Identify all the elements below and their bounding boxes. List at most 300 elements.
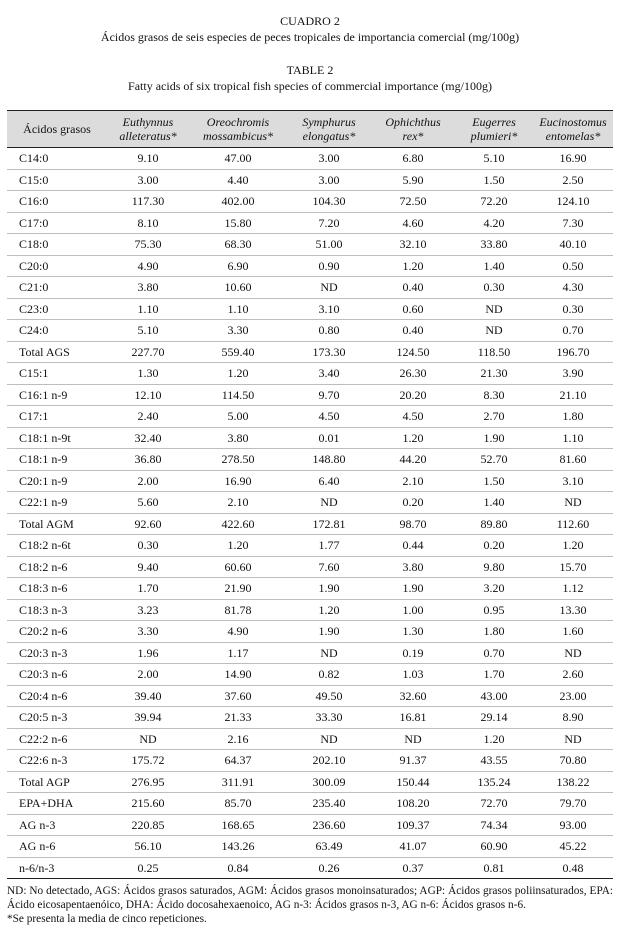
table-cell: 72.70 [455, 793, 533, 815]
row-label: Total AGM [7, 513, 107, 535]
table-cell: 72.20 [455, 191, 533, 213]
table-cell: 3.80 [189, 427, 287, 449]
table-cell: 6.40 [287, 470, 371, 492]
table-cell: 422.60 [189, 513, 287, 535]
table-cell: 172.81 [287, 513, 371, 535]
table-cell: ND [371, 728, 455, 750]
table-cell: ND [107, 728, 189, 750]
table-row [7, 277, 613, 299]
table-cell: 7.60 [287, 556, 371, 578]
table-cell: ND [455, 298, 533, 320]
row-label: n-6/n-3 [7, 857, 107, 879]
table-cell: 4.90 [107, 255, 189, 277]
row-label: C20:1 n-9 [7, 470, 107, 492]
table-cell: 3.00 [107, 169, 189, 191]
table-cell: 9.10 [107, 148, 189, 170]
row-label: C18:3 n-3 [7, 599, 107, 621]
table-cell: 402.00 [189, 191, 287, 213]
table-cell: 4.20 [455, 212, 533, 234]
table-cell: 6.90 [189, 255, 287, 277]
column-header-species [371, 111, 455, 148]
table-cell: 1.90 [287, 621, 371, 643]
table-cell: 4.60 [371, 212, 455, 234]
table-cell: 175.72 [107, 750, 189, 772]
table-row [7, 148, 613, 170]
table-row [7, 169, 613, 191]
table-cell: ND [287, 728, 371, 750]
table-cell: 1.20 [189, 535, 287, 557]
table-cell: 0.90 [287, 255, 371, 277]
column-header-species [455, 111, 533, 148]
table-cell: 220.85 [107, 814, 189, 836]
table-row [7, 707, 613, 729]
column-header-line: rex* [402, 129, 424, 143]
table-row [7, 384, 613, 406]
table-cell: 81.60 [533, 449, 613, 471]
table-cell: 60.90 [455, 836, 533, 858]
table-cell: 1.40 [455, 255, 533, 277]
table-cell: 23.00 [533, 685, 613, 707]
table-cell: 0.82 [287, 664, 371, 686]
table-label: TABLE 2 [286, 63, 334, 77]
table-cell: 33.30 [287, 707, 371, 729]
table-row [7, 298, 613, 320]
table-cell: 117.30 [107, 191, 189, 213]
table-cell: 15.80 [189, 212, 287, 234]
table-cell: 1.20 [371, 255, 455, 277]
table-cell: 135.24 [455, 771, 533, 793]
table-cell: 3.23 [107, 599, 189, 621]
table-cell: 3.10 [533, 470, 613, 492]
table-row [7, 814, 613, 836]
table-cell: 3.80 [371, 556, 455, 578]
row-label: Total AGS [7, 341, 107, 363]
table-cell: 2.60 [533, 664, 613, 686]
row-label: C16:0 [7, 191, 107, 213]
table-cell: 1.90 [371, 578, 455, 600]
table-cell: 0.30 [107, 535, 189, 557]
table-cell: 41.07 [371, 836, 455, 858]
table-cell: 79.70 [533, 793, 613, 815]
column-header-line: alleteratus* [119, 129, 177, 143]
table-cell: 278.50 [189, 449, 287, 471]
table-cell: 20.20 [371, 384, 455, 406]
table-cell: 5.00 [189, 406, 287, 428]
table-cell: 26.30 [371, 363, 455, 385]
table-cell: 1.17 [189, 642, 287, 664]
table-row [7, 685, 613, 707]
table-cell: 81.78 [189, 599, 287, 621]
row-label: C22:1 n-9 [7, 492, 107, 514]
table-cell: 2.00 [107, 664, 189, 686]
row-label: C18:2 n-6 [7, 556, 107, 578]
table-cell: 2.70 [455, 406, 533, 428]
column-header-species [533, 111, 613, 148]
table-cell: 0.48 [533, 857, 613, 879]
table-cell: 2.00 [107, 470, 189, 492]
table-cell: 2.40 [107, 406, 189, 428]
table-cell: 1.60 [533, 621, 613, 643]
row-label: C20:5 n-3 [7, 707, 107, 729]
column-header-line: Symphurus [302, 115, 356, 129]
table-row [7, 449, 613, 471]
table-cell: 16.90 [533, 148, 613, 170]
column-header-line: Ácidos grasos [23, 122, 91, 136]
table-cell: 52.70 [455, 449, 533, 471]
table-notes [7, 884, 613, 926]
table-cell: 104.30 [287, 191, 371, 213]
row-label: C18:1 n-9 [7, 449, 107, 471]
row-label: C22:2 n-6 [7, 728, 107, 750]
table-cell: 56.10 [107, 836, 189, 858]
table-cell: 0.20 [371, 492, 455, 514]
table-cell: 2.16 [189, 728, 287, 750]
table-cell: 75.30 [107, 234, 189, 256]
table-cell: ND [287, 492, 371, 514]
row-label: Total AGP [7, 771, 107, 793]
table-row [7, 470, 613, 492]
table-cell: 6.80 [371, 148, 455, 170]
table-cell: 235.40 [287, 793, 371, 815]
table-cell: 559.40 [189, 341, 287, 363]
table-cell: 64.37 [189, 750, 287, 772]
table-cell: 1.00 [371, 599, 455, 621]
table-cell: 16.90 [189, 470, 287, 492]
row-label: C23:0 [7, 298, 107, 320]
table-cell: 9.40 [107, 556, 189, 578]
table-cell: ND [533, 642, 613, 664]
row-label: C15:0 [7, 169, 107, 191]
table-cell: ND [533, 492, 613, 514]
table-cell: 29.14 [455, 707, 533, 729]
table-cell: 51.00 [287, 234, 371, 256]
table-cell: 21.10 [533, 384, 613, 406]
table-cell: 138.22 [533, 771, 613, 793]
table-cell: 3.90 [533, 363, 613, 385]
table-row [7, 255, 613, 277]
table-cell: 39.40 [107, 685, 189, 707]
table-cell: 2.10 [189, 492, 287, 514]
table-cell: 14.90 [189, 664, 287, 686]
table-cell: 3.20 [455, 578, 533, 600]
table-cell: 43.00 [455, 685, 533, 707]
table-cell: 0.01 [287, 427, 371, 449]
table-row [7, 234, 613, 256]
table-cell: 60.60 [189, 556, 287, 578]
column-header-species [287, 111, 371, 148]
table-cell: 1.90 [287, 578, 371, 600]
table-cell: 0.40 [371, 277, 455, 299]
column-header-line: elongatus* [302, 129, 356, 143]
table-cell: 1.70 [455, 664, 533, 686]
column-header-line: Euthynnus [122, 115, 174, 129]
table-cell: ND [287, 277, 371, 299]
table-cell: 3.80 [107, 277, 189, 299]
column-header-line: Ophichthus [385, 115, 441, 129]
table-row [7, 212, 613, 234]
table-cell: 215.60 [107, 793, 189, 815]
row-label: EPA+DHA [7, 793, 107, 815]
table-cell: 49.50 [287, 685, 371, 707]
row-label: C14:0 [7, 148, 107, 170]
table-cell: 0.40 [371, 320, 455, 342]
table-cell: 63.49 [287, 836, 371, 858]
column-header-line: Eugerres [472, 115, 516, 129]
table-cell: 0.81 [455, 857, 533, 879]
table-cell: 4.30 [533, 277, 613, 299]
table-cell: 1.10 [107, 298, 189, 320]
table-cell: 0.25 [107, 857, 189, 879]
table-cell: 1.20 [189, 363, 287, 385]
table-cell: 44.20 [371, 449, 455, 471]
row-label: C18:1 n-9t [7, 427, 107, 449]
table-row [7, 427, 613, 449]
table-cell: 112.60 [533, 513, 613, 535]
table-cell: 1.80 [533, 406, 613, 428]
table-row [7, 535, 613, 557]
table-cell: 1.50 [455, 470, 533, 492]
table-cell: 0.60 [371, 298, 455, 320]
table-row [7, 363, 613, 385]
table-cell: 0.70 [455, 642, 533, 664]
table-cell: 114.50 [189, 384, 287, 406]
column-header-fatty-acid [7, 111, 107, 148]
table-cell: 124.50 [371, 341, 455, 363]
table-cell: 0.44 [371, 535, 455, 557]
table-row [7, 578, 613, 600]
table-cell: 150.44 [371, 771, 455, 793]
table-row [7, 750, 613, 772]
table-row [7, 642, 613, 664]
table-cell: 5.90 [371, 169, 455, 191]
cuadro-title: Ácidos grasos de seis especies de peces tropicales de importancia comercial (mg/100g) [100, 30, 520, 44]
table-cell: 0.19 [371, 642, 455, 664]
table-cell: 300.09 [287, 771, 371, 793]
abbreviations-note: ND: No detectado, AGS: Ácidos grasos saturados, AGM: Ácidos grasos monoinsaturados; AGP: Ácidos grasos poliinsaturados, EPA: Ácido eicosapentaenóico, DHA: Ácido docosahexaenoico, AG n-3: Ácidos grasos n-3, AG n-6: Ácidos grasos n-6. [7, 885, 613, 911]
table-cell: 0.95 [455, 599, 533, 621]
row-label: C20:3 n-3 [7, 642, 107, 664]
table-cell: 47.00 [189, 148, 287, 170]
table-cell: 1.77 [287, 535, 371, 557]
table-cell: 4.50 [287, 406, 371, 428]
table-cell: 1.12 [533, 578, 613, 600]
row-label: C20:2 n-6 [7, 621, 107, 643]
table-cell: 1.70 [107, 578, 189, 600]
table-row [7, 664, 613, 686]
table-cell: 89.80 [455, 513, 533, 535]
table-cell: 93.00 [533, 814, 613, 836]
table-cell: 32.60 [371, 685, 455, 707]
table-cell: 227.70 [107, 341, 189, 363]
table-row [7, 857, 613, 879]
table-cell: 40.10 [533, 234, 613, 256]
table-cell: 16.81 [371, 707, 455, 729]
table-cell: 2.50 [533, 169, 613, 191]
table-cell: 1.20 [371, 427, 455, 449]
column-header-line: Oreochromis [206, 115, 270, 129]
table-cell: 37.60 [189, 685, 287, 707]
table-cell: 68.30 [189, 234, 287, 256]
table-cell: 173.30 [287, 341, 371, 363]
column-header-species [189, 111, 287, 148]
table-cell: 43.55 [455, 750, 533, 772]
table-cell: 4.40 [189, 169, 287, 191]
table-header-row [7, 111, 613, 148]
table-cell: 33.80 [455, 234, 533, 256]
row-label: C18:3 n-6 [7, 578, 107, 600]
row-label: C22:6 n-3 [7, 750, 107, 772]
table-row [7, 320, 613, 342]
table-row [7, 728, 613, 750]
table-cell: 0.30 [455, 277, 533, 299]
table-cell: 109.37 [371, 814, 455, 836]
table-cell: 143.26 [189, 836, 287, 858]
table-cell: 5.10 [107, 320, 189, 342]
table-cell: 202.10 [287, 750, 371, 772]
row-label: C20:3 n-6 [7, 664, 107, 686]
column-header-line: mossambicus* [202, 129, 273, 143]
table-row [7, 556, 613, 578]
table-cell: 36.80 [107, 449, 189, 471]
row-label: C20:4 n-6 [7, 685, 107, 707]
table-cell: ND [533, 728, 613, 750]
table-cell: 21.30 [455, 363, 533, 385]
table-cell: 311.91 [189, 771, 287, 793]
table-cell: 3.30 [107, 621, 189, 643]
table-cell: 124.10 [533, 191, 613, 213]
table-cell: ND [455, 320, 533, 342]
table-row [7, 406, 613, 428]
table-cell: 21.90 [189, 578, 287, 600]
fatty-acids-table [7, 110, 613, 879]
row-label: AG n-6 [7, 836, 107, 858]
table-cell: 1.20 [533, 535, 613, 557]
row-label: C20:0 [7, 255, 107, 277]
table-cell: 5.10 [455, 148, 533, 170]
row-label: C17:0 [7, 212, 107, 234]
table-cell: 8.10 [107, 212, 189, 234]
table-row [7, 621, 613, 643]
table-cell: 118.50 [455, 341, 533, 363]
table-cell: 1.20 [455, 728, 533, 750]
table-row [7, 492, 613, 514]
table-cell: 0.80 [287, 320, 371, 342]
table-cell: 0.30 [533, 298, 613, 320]
table-cell: 9.70 [287, 384, 371, 406]
table-cell: 3.30 [189, 320, 287, 342]
table-body [7, 148, 613, 879]
table-cell: 7.30 [533, 212, 613, 234]
table-cell: 1.80 [455, 621, 533, 643]
table-cell: 32.10 [371, 234, 455, 256]
table-cell: 74.34 [455, 814, 533, 836]
row-label: C17:1 [7, 406, 107, 428]
table-cell: 21.33 [189, 707, 287, 729]
table-cell: 196.70 [533, 341, 613, 363]
table-cell: 70.80 [533, 750, 613, 772]
table-cell: 3.00 [287, 148, 371, 170]
row-label: C15:1 [7, 363, 107, 385]
table-row [7, 513, 613, 535]
table-cell: 5.60 [107, 492, 189, 514]
row-label: C18:0 [7, 234, 107, 256]
table-cell: 1.30 [371, 621, 455, 643]
row-label: AG n-3 [7, 814, 107, 836]
table-cell: 4.50 [371, 406, 455, 428]
table-cell: 276.95 [107, 771, 189, 793]
table-row [7, 599, 613, 621]
table-cell: 8.30 [455, 384, 533, 406]
table-cell: 72.50 [371, 191, 455, 213]
table-cell: 3.40 [287, 363, 371, 385]
table-cell: 85.70 [189, 793, 287, 815]
table-row [7, 191, 613, 213]
table-cell: 0.37 [371, 857, 455, 879]
table-cell: 1.10 [189, 298, 287, 320]
table-cell: 1.40 [455, 492, 533, 514]
table-cell: 0.20 [455, 535, 533, 557]
table-cell: 0.84 [189, 857, 287, 879]
table-cell: 0.26 [287, 857, 371, 879]
table-cell: 98.70 [371, 513, 455, 535]
table-cell: 13.30 [533, 599, 613, 621]
table-cell: 45.22 [533, 836, 613, 858]
table-cell: 0.50 [533, 255, 613, 277]
column-header-line: Eucinostomus [539, 115, 607, 129]
table-cell: 32.40 [107, 427, 189, 449]
table-cell: 7.20 [287, 212, 371, 234]
table-cell: 39.94 [107, 707, 189, 729]
table-row [7, 341, 613, 363]
table-cell: 1.10 [533, 427, 613, 449]
table-cell: 1.96 [107, 642, 189, 664]
table-cell: 4.90 [189, 621, 287, 643]
table-cell: 1.03 [371, 664, 455, 686]
cuadro-label: CUADRO 2 [280, 14, 340, 28]
table-cell: 236.60 [287, 814, 371, 836]
table-row [7, 793, 613, 815]
table-cell: 3.10 [287, 298, 371, 320]
row-label: C18:2 n-6t [7, 535, 107, 557]
column-header-line: entomelas* [545, 129, 601, 143]
table-row [7, 771, 613, 793]
table-cell: 2.10 [371, 470, 455, 492]
row-label: C21:0 [7, 277, 107, 299]
row-label: C24:0 [7, 320, 107, 342]
table-cell: 1.50 [455, 169, 533, 191]
table-cell: 10.60 [189, 277, 287, 299]
table-cell: 12.10 [107, 384, 189, 406]
table-cell: 0.70 [533, 320, 613, 342]
table-cell: 92.60 [107, 513, 189, 535]
table-row [7, 836, 613, 858]
row-label: C16:1 n-9 [7, 384, 107, 406]
table-cell: 1.30 [107, 363, 189, 385]
column-header-species [107, 111, 189, 148]
table-cell: 148.80 [287, 449, 371, 471]
table-cell: 168.65 [189, 814, 287, 836]
table-cell: 91.37 [371, 750, 455, 772]
table-cell: 9.80 [455, 556, 533, 578]
table-title: Fatty acids of six tropical fish species of commercial importance (mg/100g) [128, 79, 492, 93]
table-cell: 3.00 [287, 169, 371, 191]
table-cell: ND [287, 642, 371, 664]
table-cell: 8.90 [533, 707, 613, 729]
column-header-line: plumieri* [470, 129, 518, 143]
table-cell: 15.70 [533, 556, 613, 578]
table-cell: 1.20 [287, 599, 371, 621]
repetitions-footnote: *Se presenta la media de cinco repeticiones. [7, 913, 207, 925]
